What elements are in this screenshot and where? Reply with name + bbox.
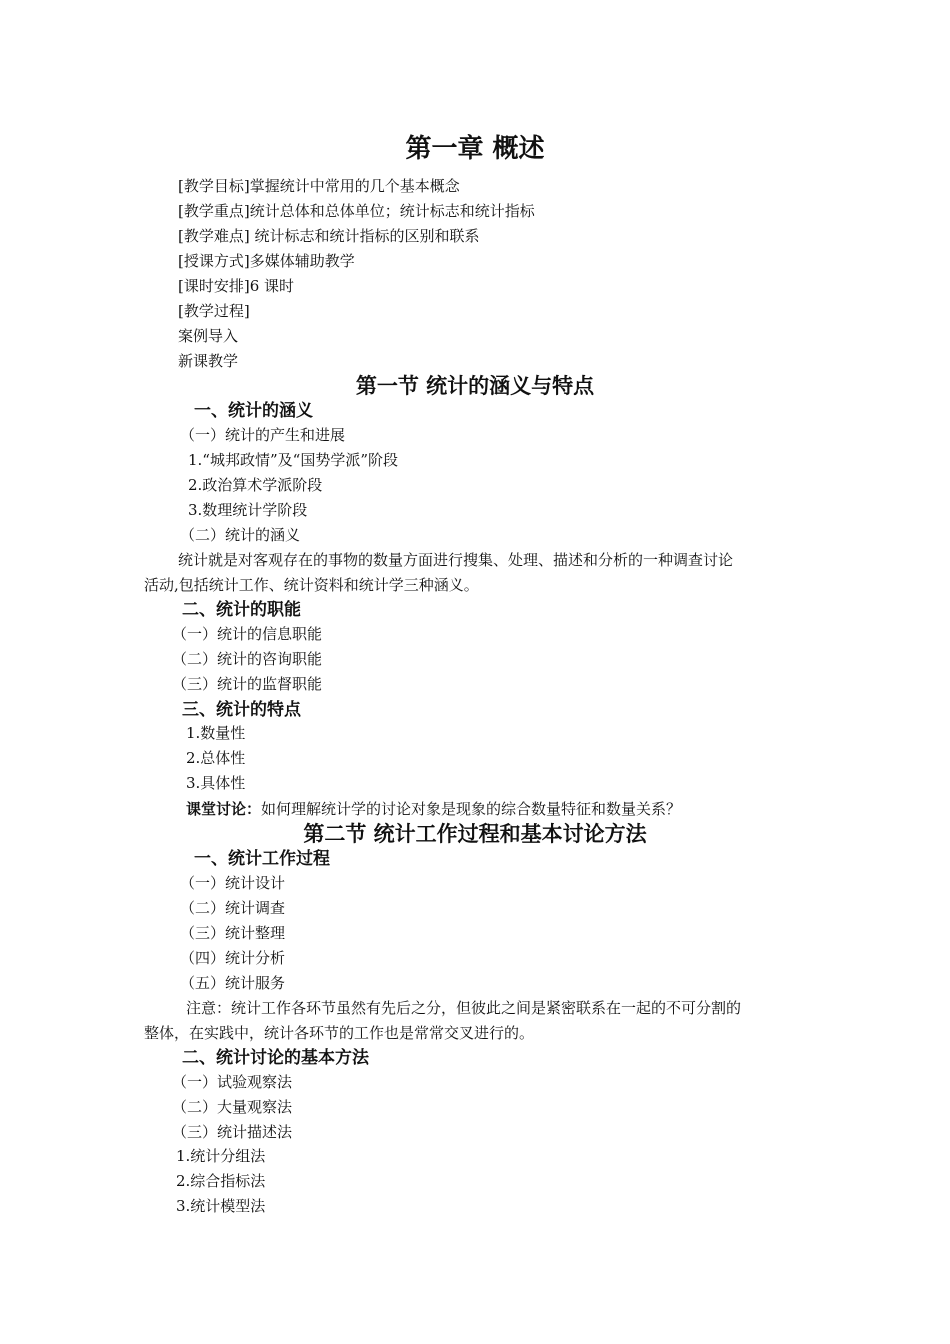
meta-difficulties: [教学难点] 统计标志和统计指标的区别和联系 (178, 227, 480, 245)
list-item: （二）统计的涵义 (180, 526, 301, 544)
list-item: 2.政治算术学派阶段 (188, 476, 323, 494)
meta-objective: [教学目标]掌握统计中常用的几个基本概念 (178, 177, 460, 195)
list-item: （一）统计的信息职能 (172, 625, 323, 643)
discussion-text: 如何理解统计学的讨论对象是现象的综合数量特征和数量关系？ (261, 800, 682, 818)
list-item: 3.数理统计学阶段 (188, 501, 308, 519)
list-item: （一）统计设计 (180, 874, 286, 892)
list-item: 1.“城邦政情”及“国势学派”阶段 (188, 451, 398, 469)
meta-hours: [课时安排]6 课时 (178, 277, 295, 295)
meta-teaching-mode: [授课方式]多媒体辅助教学 (178, 252, 355, 270)
section1-heading-functions: 二、统计的职能 (182, 600, 301, 620)
list-item: （一）试验观察法 (172, 1073, 293, 1091)
list-item: （五）统计服务 (180, 974, 286, 992)
list-item: （二）统计的咨询职能 (172, 650, 323, 668)
meta-new-lesson: 新课教学 (178, 352, 239, 370)
class-discussion (186, 799, 681, 819)
chapter-title: 第一章 概述 (405, 134, 545, 164)
meta-key-points: [教学重点]统计总体和总体单位；统计标志和统计指标 (178, 202, 535, 220)
list-item: 1.数量性 (186, 724, 246, 742)
list-item: （三）统计的监督职能 (172, 675, 323, 693)
list-item: 1.统计分组法 (176, 1147, 266, 1165)
definition-paragraph-line1: 统计就是对客观存在的事物的数量方面进行搜集、处理、描述和分析的一种调查讨论 (178, 551, 734, 569)
note-line1: 注意：统计工作各环节虽然有先后之分，但彼此之间是紧密联系在一起的不可分割的 (186, 999, 742, 1017)
list-item: 2.综合指标法 (176, 1172, 266, 1190)
section1-title: 第一节 统计的涵义与特点 (355, 373, 595, 398)
list-item: （四）统计分析 (180, 949, 286, 967)
list-item: （三）统计整理 (180, 924, 286, 942)
list-item: （二）大量观察法 (172, 1098, 293, 1116)
section1-heading-meaning: 一、统计的涵义 (194, 401, 313, 421)
list-item: （二）统计调查 (180, 899, 286, 917)
definition-paragraph-line2: 活动,包括统计工作、统计资料和统计学三种涵义。 (144, 576, 479, 594)
note-line2: 整体，在实践中，统计各环节的工作也是常常交叉进行的。 (144, 1024, 535, 1042)
section1-heading-features: 三、统计的特点 (182, 700, 301, 720)
list-item: （一）统计的产生和进展 (180, 426, 346, 444)
list-item: 3.统计模型法 (176, 1197, 266, 1215)
meta-case-intro: 案例导入 (178, 327, 239, 345)
section2-heading-process: 一、统计工作过程 (194, 849, 330, 869)
section2-title: 第二节 统计工作过程和基本讨论方法 (303, 821, 647, 846)
meta-process: [教学过程] (178, 302, 250, 320)
list-item: 3.具体性 (186, 774, 246, 792)
section2-heading-methods: 二、统计讨论的基本方法 (182, 1048, 369, 1068)
discussion-label: 课堂讨论： (186, 800, 262, 818)
list-item: 2.总体性 (186, 749, 246, 767)
list-item: （三）统计描述法 (172, 1123, 293, 1141)
